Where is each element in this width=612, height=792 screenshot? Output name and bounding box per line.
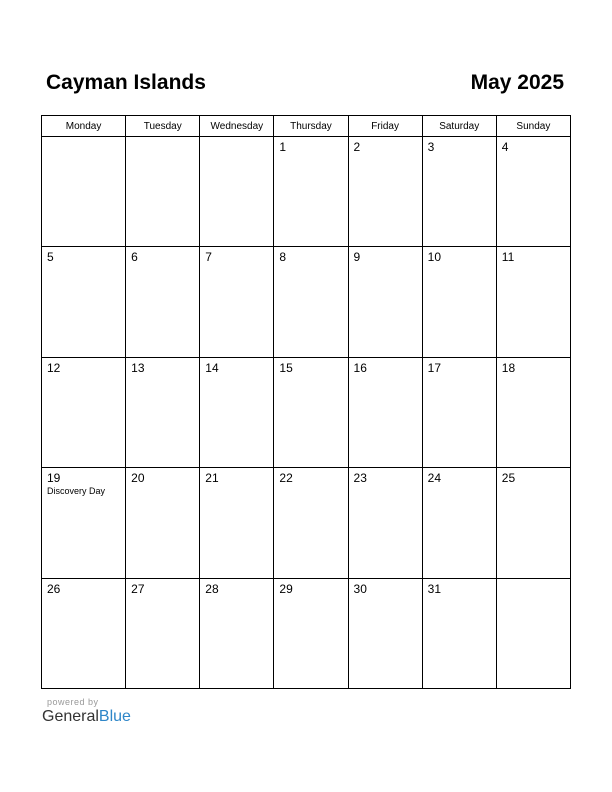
day-number: 13 xyxy=(131,360,145,375)
day-number xyxy=(200,137,273,140)
weekday-header: Saturday xyxy=(422,116,496,137)
holiday-label: Discovery Day xyxy=(47,486,106,497)
day-cell xyxy=(274,357,348,467)
day-number: 4 xyxy=(501,140,509,154)
day-number: 19 xyxy=(47,471,61,486)
day-number: 10 xyxy=(427,250,442,265)
weekday-header: Sunday xyxy=(496,116,570,137)
weekday-header-row xyxy=(42,116,571,137)
powered-by-text: powered by xyxy=(47,697,99,707)
week-row xyxy=(42,468,571,578)
day-cell xyxy=(42,578,126,688)
day-cell xyxy=(496,247,570,357)
day-number xyxy=(42,137,125,140)
day-cell xyxy=(200,578,274,688)
day-cell xyxy=(42,357,126,467)
day-number xyxy=(126,137,199,140)
day-number: 3 xyxy=(427,140,435,154)
day-cell xyxy=(126,578,200,688)
day-number: 21 xyxy=(205,471,219,486)
day-number xyxy=(497,579,570,582)
day-cell xyxy=(496,137,570,247)
day-number: 24 xyxy=(427,471,442,486)
day-cell xyxy=(348,468,422,578)
day-cell xyxy=(42,247,126,357)
weekday-header: Thursday xyxy=(274,116,348,137)
day-cell xyxy=(348,137,422,247)
day-number: 18 xyxy=(501,360,516,375)
day-number: 25 xyxy=(501,471,516,486)
day-cell xyxy=(422,247,496,357)
generalblue-logo[interactable] xyxy=(42,708,131,726)
day-number: 29 xyxy=(279,581,293,596)
day-number: 1 xyxy=(279,140,287,154)
day-number: 17 xyxy=(427,360,442,375)
day-number: 16 xyxy=(353,360,367,375)
day-number: 27 xyxy=(131,581,145,596)
day-number: 28 xyxy=(205,581,219,596)
day-cell xyxy=(274,468,348,578)
day-cell xyxy=(126,137,200,247)
day-number: 5 xyxy=(47,250,54,265)
day-cell xyxy=(200,247,274,357)
week-row xyxy=(42,247,571,357)
day-cell xyxy=(200,468,274,578)
day-cell xyxy=(422,468,496,578)
weekday-header: Monday xyxy=(42,116,126,137)
day-number: 31 xyxy=(427,581,442,596)
day-cell xyxy=(422,578,496,688)
day-cell xyxy=(42,468,126,578)
day-number: 9 xyxy=(353,250,361,265)
day-cell xyxy=(422,357,496,467)
day-number: 2 xyxy=(353,140,361,154)
day-number: 26 xyxy=(47,581,61,596)
day-cell xyxy=(348,247,422,357)
month-year-title: May 2025 xyxy=(470,71,564,94)
day-number: 7 xyxy=(205,250,212,265)
day-cell xyxy=(348,357,422,467)
week-row xyxy=(42,578,571,688)
day-cell xyxy=(422,137,496,247)
day-number: 6 xyxy=(131,250,138,265)
day-number: 30 xyxy=(353,581,367,596)
day-number: 22 xyxy=(279,471,293,486)
day-number: 14 xyxy=(205,360,219,375)
day-cell xyxy=(496,468,570,578)
day-cell xyxy=(42,137,126,247)
weekday-header: Friday xyxy=(348,116,422,137)
week-row xyxy=(42,357,571,467)
day-number: 15 xyxy=(279,360,293,375)
day-cell xyxy=(496,357,570,467)
brand-part1: General xyxy=(42,708,99,725)
day-cell xyxy=(348,578,422,688)
country-title: Cayman Islands xyxy=(46,71,206,94)
day-cell xyxy=(274,137,348,247)
week-row xyxy=(42,137,571,247)
day-number: 23 xyxy=(353,471,367,486)
day-cell xyxy=(126,357,200,467)
day-cell xyxy=(496,578,570,688)
weekday-header: Wednesday xyxy=(200,116,274,137)
day-number: 12 xyxy=(47,360,61,375)
day-cell xyxy=(274,247,348,357)
weekday-header: Tuesday xyxy=(126,116,200,137)
day-cell xyxy=(274,578,348,688)
day-cell xyxy=(126,247,200,357)
day-cell xyxy=(126,468,200,578)
day-cell xyxy=(200,357,274,467)
day-number: 8 xyxy=(279,250,287,265)
day-number: 11 xyxy=(501,250,515,265)
day-cell xyxy=(200,137,274,247)
brand-part2: Blue xyxy=(98,708,131,725)
calendar-grid xyxy=(41,115,571,689)
day-number: 20 xyxy=(131,471,145,486)
